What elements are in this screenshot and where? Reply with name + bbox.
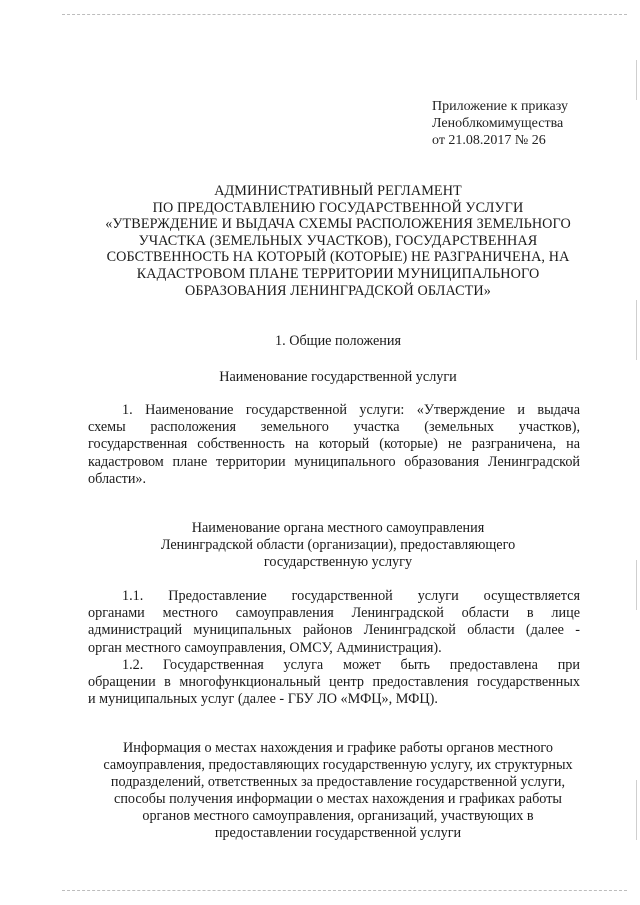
title-line: «УТВЕРЖДЕНИЕ И ВЫДАЧА СХЕМЫ РАСПОЛОЖЕНИЯ ЗЕМЕЛЬНОГО — [105, 216, 571, 233]
title-line: АДМИНИСТРАТИВНЫЙ РЕГЛАМЕНТ — [214, 183, 462, 199]
heading-line: Наименование органа местного самоуправления — [191, 520, 485, 536]
paragraph-line: кадастровом плане территории муниципального образования Ленинградской — [88, 453, 580, 470]
title-line: ОБРАЗОВАНИЯ ЛЕНИНГРАДСКОЙ ОБЛАСТИ» — [185, 282, 491, 299]
heading-line: подразделений, ответственных за предоставление государственной услуги, — [110, 774, 566, 790]
heading-line: Информация о местах нахождения и графике работы органов местного — [123, 740, 553, 756]
subsection-heading — [60, 369, 616, 386]
paragraph-line: государственная собственность на который (которые) не разграничена, на — [88, 436, 580, 453]
paragraph-line: и муниципальных услуг (далее - ГБУ ЛО «МФЦ», МФЦ). — [88, 691, 438, 708]
paragraph-line: администраций муниципальных районов Ленинградской области (далее - — [88, 622, 580, 639]
paragraph-line: 1.2. Государственная услуга может быть предоставлена при — [122, 657, 580, 673]
paragraph-line: схемы расположения земельного участка (земельных участков), — [88, 419, 580, 436]
section-heading-text: 1. Общие положения — [275, 333, 401, 349]
subsection-heading-text: Наименование государственной услуги — [219, 369, 457, 385]
appendix-line: Приложение к приказу — [432, 99, 568, 114]
paragraph-line: орган местного самоуправления, ОМСУ, Администрация). — [88, 639, 442, 656]
paragraph-1-1 — [88, 588, 580, 657]
paragraph-line: 1. Наименование государственной услуги: «Утверждение и выдача — [122, 402, 580, 418]
heading-line: самоуправления, предоставляющих государственную услугу, их структурных — [103, 757, 573, 773]
title-line: КАДАСТРОВОМ ПЛАНЕ ТЕРРИТОРИИ МУНИЦИПАЛЬНОГО — [136, 265, 540, 282]
subsection-heading — [60, 520, 616, 571]
title-line: УЧАСТКА (ЗЕМЕЛЬНЫХ УЧАСТКОВ), ГОСУДАРСТВЕННАЯ — [138, 232, 538, 249]
subsection-heading — [60, 740, 616, 842]
appendix-line: Леноблкомимущества — [432, 116, 564, 131]
scan-edge-right-mark — [636, 780, 637, 840]
document-title — [60, 183, 616, 299]
scan-edge-bottom — [62, 890, 627, 891]
heading-line: органов местного самоуправления, организаций, участвующих в — [142, 808, 534, 824]
scan-edge-right-mark — [636, 60, 637, 100]
paragraph-service-name — [88, 402, 580, 488]
heading-line: государственную услугу — [263, 554, 413, 570]
appendix-date-number: от 21.08.2017 № 26 — [432, 133, 546, 148]
scan-edge-right-mark — [636, 300, 637, 360]
heading-line: предоставлении государственной услуги — [214, 825, 462, 841]
paragraph-line: обращении в многофункциональный центр предоставления государственных — [88, 674, 580, 691]
title-line: СОБСТВЕННОСТЬ НА КОТОРЫЙ (КОТОРЫЕ) НЕ РАЗГРАНИЧЕНА, НА — [106, 249, 570, 266]
title-line: ПО ПРЕДОСТАВЛЕНИЮ ГОСУДАРСТВЕННОЙ УСЛУГИ — [152, 199, 524, 216]
heading-line: Ленинградской области (организации), предоставляющего — [160, 537, 516, 553]
appendix-block — [432, 98, 568, 149]
paragraph-1-2 — [88, 657, 580, 709]
section-heading — [60, 333, 616, 350]
heading-line: способы получения информации о местах нахождения и графиках работы — [114, 791, 562, 807]
scan-edge-top — [62, 14, 627, 15]
scan-edge-right-mark — [636, 560, 637, 610]
paragraph-line: 1.1. Предоставление государственной услуги осуществляется — [122, 588, 580, 604]
paragraph-line: органами местного самоуправления Ленинградской области в лице — [88, 605, 580, 622]
paragraph-line: области». — [88, 470, 147, 487]
